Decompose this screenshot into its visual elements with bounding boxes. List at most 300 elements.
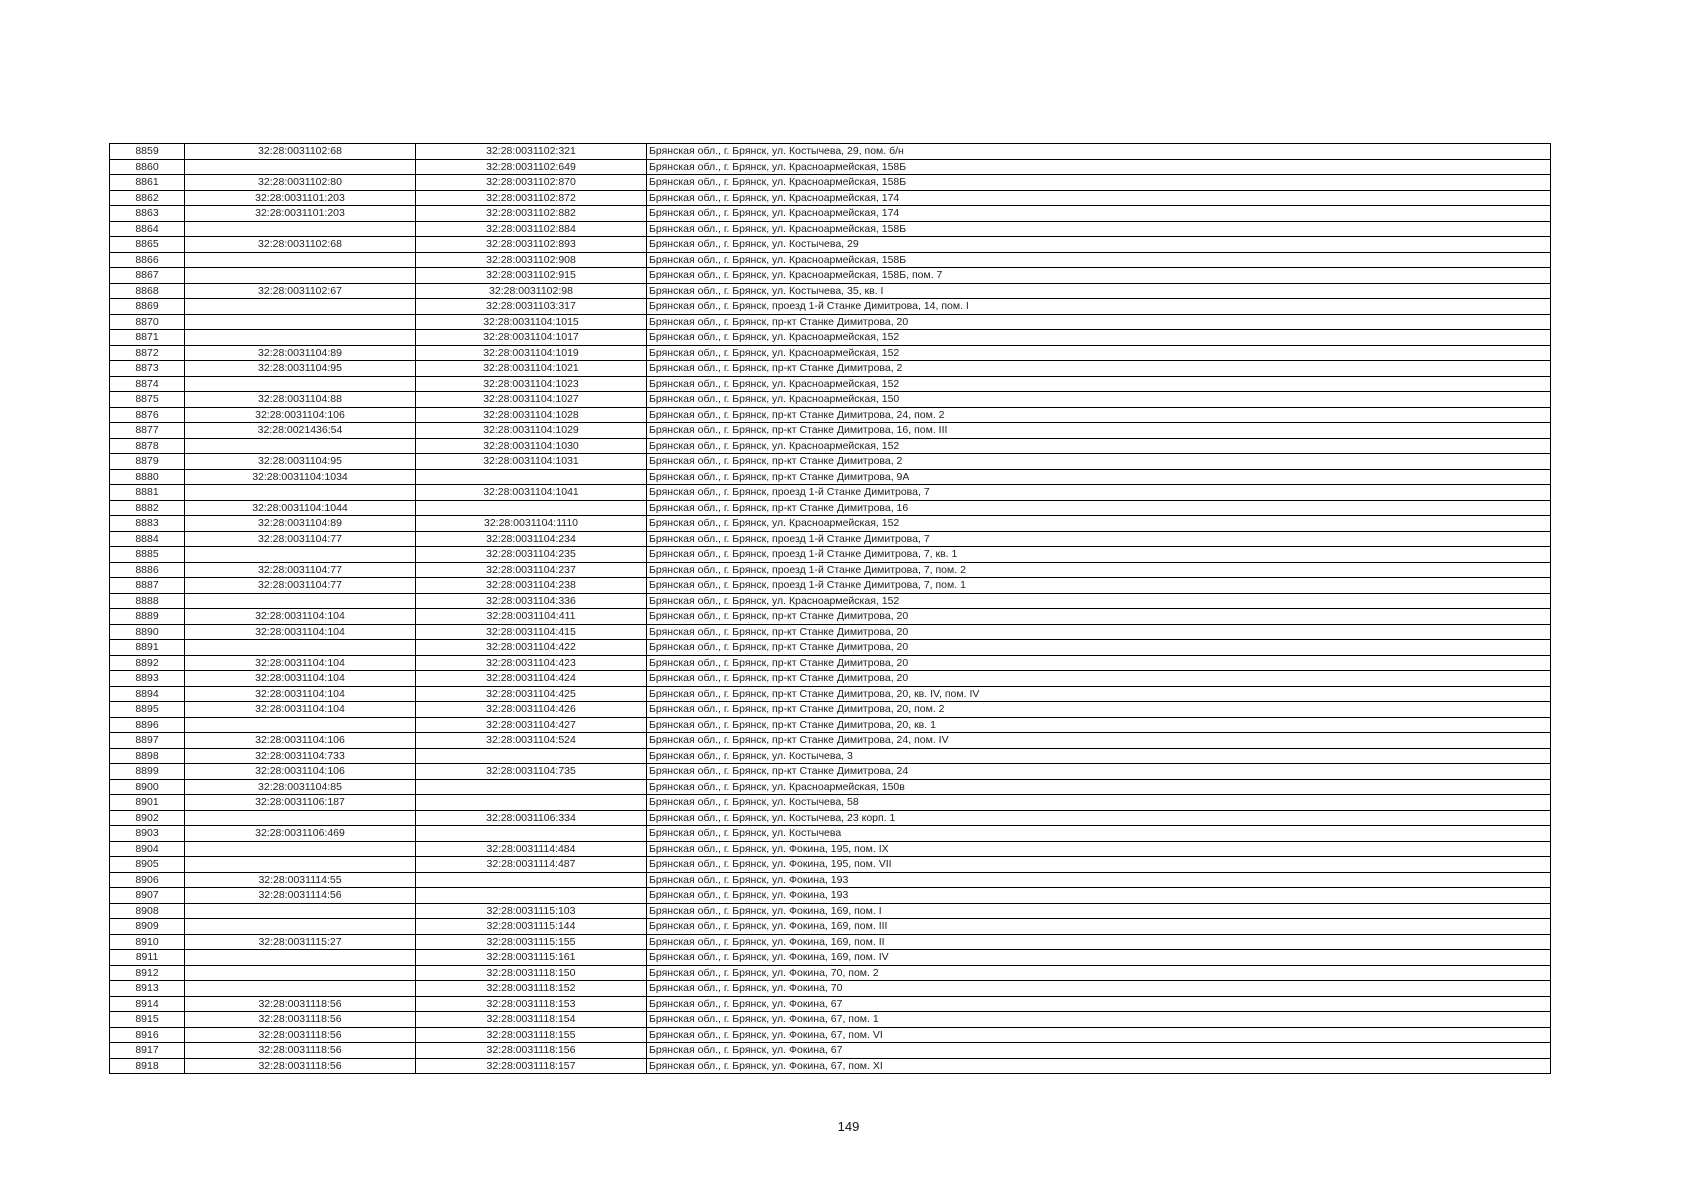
row-number-cell: 8880 <box>110 469 185 485</box>
address-cell: Брянская обл., г. Брянск, ул. Фокина, 70, пом. 2 <box>647 965 1551 981</box>
table-row <box>110 1012 1551 1028</box>
row-number-cell: 8879 <box>110 454 185 470</box>
parent-cadastral-number-cell: 32:28:0031104:89 <box>185 345 416 361</box>
table-row <box>110 1027 1551 1043</box>
table-row <box>110 640 1551 656</box>
table-row <box>110 857 1551 873</box>
address-cell: Брянская обл., г. Брянск, ул. Красноармейская, 152 <box>647 330 1551 346</box>
parent-cadastral-number-cell: 32:28:0031104:88 <box>185 392 416 408</box>
table-row <box>110 175 1551 191</box>
row-number-cell: 8903 <box>110 826 185 842</box>
document-sheet <box>109 143 1550 1074</box>
table-row <box>110 872 1551 888</box>
cadastral-number-cell: 32:28:0031115:155 <box>416 934 647 950</box>
cadastral-number-cell: 32:28:0031104:1015 <box>416 314 647 330</box>
parent-cadastral-number-cell: 32:28:0031102:68 <box>185 144 416 160</box>
cadastral-number-cell: 32:28:0031104:238 <box>416 578 647 594</box>
row-number-cell: 8860 <box>110 159 185 175</box>
cadastral-number-cell: 32:28:0031104:235 <box>416 547 647 563</box>
parent-cadastral-number-cell <box>185 841 416 857</box>
address-cell: Брянская обл., г. Брянск, проезд 1-й Станке Димитрова, 14, пом. I <box>647 299 1551 315</box>
table-row <box>110 578 1551 594</box>
row-number-cell: 8865 <box>110 237 185 253</box>
address-cell: Брянская обл., г. Брянск, пр-кт Станке Димитрова, 20 <box>647 671 1551 687</box>
cadastral-number-cell: 32:28:0031102:870 <box>416 175 647 191</box>
row-number-cell: 8886 <box>110 562 185 578</box>
table-row <box>110 531 1551 547</box>
table-row <box>110 934 1551 950</box>
cadastral-number-cell: 32:28:0031104:1027 <box>416 392 647 408</box>
table-row <box>110 764 1551 780</box>
parent-cadastral-number-cell: 32:28:0031104:106 <box>185 764 416 780</box>
parent-cadastral-number-cell <box>185 330 416 346</box>
address-cell: Брянская обл., г. Брянск, пр-кт Станке Димитрова, 24, пом. IV <box>647 733 1551 749</box>
row-number-cell: 8870 <box>110 314 185 330</box>
row-number-cell: 8904 <box>110 841 185 857</box>
cadastral-number-cell <box>416 872 647 888</box>
cadastral-number-cell <box>416 469 647 485</box>
address-cell: Брянская обл., г. Брянск, пр-кт Станке Димитрова, 20 <box>647 640 1551 656</box>
cadastral-number-cell: 32:28:0031104:735 <box>416 764 647 780</box>
row-number-cell: 8900 <box>110 779 185 795</box>
parent-cadastral-number-cell <box>185 314 416 330</box>
parent-cadastral-number-cell: 32:28:0031104:104 <box>185 655 416 671</box>
parent-cadastral-number-cell: 32:28:0031118:56 <box>185 1027 416 1043</box>
address-cell: Брянская обл., г. Брянск, ул. Красноармейская, 158Б <box>647 175 1551 191</box>
row-number-cell: 8883 <box>110 516 185 532</box>
address-cell: Брянская обл., г. Брянск, ул. Фокина, 193 <box>647 888 1551 904</box>
parent-cadastral-number-cell <box>185 640 416 656</box>
parent-cadastral-number-cell: 32:28:0031104:104 <box>185 609 416 625</box>
address-cell: Брянская обл., г. Брянск, ул. Красноармейская, 174 <box>647 206 1551 222</box>
row-number-cell: 8876 <box>110 407 185 423</box>
address-cell: Брянская обл., г. Брянск, проезд 1-й Станке Димитрова, 7, кв. 1 <box>647 547 1551 563</box>
table-row <box>110 392 1551 408</box>
address-cell: Брянская обл., г. Брянск, пр-кт Станке Димитрова, 20 <box>647 609 1551 625</box>
address-cell: Брянская обл., г. Брянск, ул. Фокина, 67, пом. VI <box>647 1027 1551 1043</box>
parent-cadastral-number-cell: 32:28:0031104:733 <box>185 748 416 764</box>
row-number-cell: 8867 <box>110 268 185 284</box>
parent-cadastral-number-cell: 32:28:0031104:85 <box>185 779 416 795</box>
cadastral-number-cell: 32:28:0031102:884 <box>416 221 647 237</box>
address-cell: Брянская обл., г. Брянск, ул. Красноармейская, 152 <box>647 438 1551 454</box>
parent-cadastral-number-cell: 32:28:0031114:56 <box>185 888 416 904</box>
address-cell: Брянская обл., г. Брянск, ул. Костычева, 23 корп. 1 <box>647 810 1551 826</box>
address-cell: Брянская обл., г. Брянск, ул. Костычева <box>647 826 1551 842</box>
cadastral-number-cell: 32:28:0031104:427 <box>416 717 647 733</box>
parent-cadastral-number-cell: 32:28:0031104:77 <box>185 531 416 547</box>
row-number-cell: 8871 <box>110 330 185 346</box>
cadastral-number-cell <box>416 779 647 795</box>
cadastral-number-cell: 32:28:0031118:153 <box>416 996 647 1012</box>
cadastral-number-cell: 32:28:0031102:908 <box>416 252 647 268</box>
cadastral-number-cell: 32:28:0031118:150 <box>416 965 647 981</box>
parent-cadastral-number-cell: 32:28:0031102:68 <box>185 237 416 253</box>
row-number-cell: 8885 <box>110 547 185 563</box>
row-number-cell: 8874 <box>110 376 185 392</box>
cadastral-number-cell: 32:28:0031115:144 <box>416 919 647 935</box>
row-number-cell: 8890 <box>110 624 185 640</box>
table-row <box>110 624 1551 640</box>
table-row <box>110 485 1551 501</box>
table-row <box>110 965 1551 981</box>
address-cell: Брянская обл., г. Брянск, ул. Красноармейская, 158Б <box>647 221 1551 237</box>
row-number-cell: 8906 <box>110 872 185 888</box>
table-row <box>110 671 1551 687</box>
row-number-cell: 8902 <box>110 810 185 826</box>
address-cell: Брянская обл., г. Брянск, пр-кт Станке Димитрова, 20 <box>647 314 1551 330</box>
table-row <box>110 1058 1551 1074</box>
table-row <box>110 407 1551 423</box>
cadastral-number-cell: 32:28:0031118:156 <box>416 1043 647 1059</box>
parent-cadastral-number-cell: 32:28:0031104:77 <box>185 562 416 578</box>
address-cell: Брянская обл., г. Брянск, пр-кт Станке Димитрова, 16 <box>647 500 1551 516</box>
table-row <box>110 903 1551 919</box>
table-row <box>110 981 1551 997</box>
row-number-cell: 8889 <box>110 609 185 625</box>
address-cell: Брянская обл., г. Брянск, ул. Красноармейская, 174 <box>647 190 1551 206</box>
table-row <box>110 454 1551 470</box>
row-number-cell: 8882 <box>110 500 185 516</box>
parent-cadastral-number-cell <box>185 485 416 501</box>
cadastral-number-cell: 32:28:0031104:1031 <box>416 454 647 470</box>
cadastral-number-cell: 32:28:0031102:872 <box>416 190 647 206</box>
cadastral-number-cell: 32:28:0031104:1030 <box>416 438 647 454</box>
cadastral-number-cell: 32:28:0031102:649 <box>416 159 647 175</box>
address-cell: Брянская обл., г. Брянск, ул. Костычева, 58 <box>647 795 1551 811</box>
address-cell: Брянская обл., г. Брянск, ул. Фокина, 169, пом. III <box>647 919 1551 935</box>
address-cell: Брянская обл., г. Брянск, проезд 1-й Станке Димитрова, 7 <box>647 531 1551 547</box>
cadastral-number-cell: 32:28:0031104:1021 <box>416 361 647 377</box>
row-number-cell: 8881 <box>110 485 185 501</box>
parent-cadastral-number-cell: 32:28:0031118:56 <box>185 996 416 1012</box>
row-number-cell: 8899 <box>110 764 185 780</box>
row-number-cell: 8872 <box>110 345 185 361</box>
parent-cadastral-number-cell: 32:28:0031104:106 <box>185 407 416 423</box>
parent-cadastral-number-cell: 32:28:0031114:55 <box>185 872 416 888</box>
address-cell: Брянская обл., г. Брянск, пр-кт Станке Димитрова, 9А <box>647 469 1551 485</box>
row-number-cell: 8878 <box>110 438 185 454</box>
table-row <box>110 1043 1551 1059</box>
address-cell: Брянская обл., г. Брянск, проезд 1-й Станке Димитрова, 7 <box>647 485 1551 501</box>
parent-cadastral-number-cell: 32:28:0031118:56 <box>185 1043 416 1059</box>
table-row <box>110 516 1551 532</box>
cadastral-number-cell: 32:28:0031115:103 <box>416 903 647 919</box>
address-cell: Брянская обл., г. Брянск, пр-кт Станке Димитрова, 24, пом. 2 <box>647 407 1551 423</box>
parent-cadastral-number-cell: 32:28:0031104:104 <box>185 702 416 718</box>
table-row <box>110 826 1551 842</box>
table-row <box>110 593 1551 609</box>
parent-cadastral-number-cell: 32:28:0031104:106 <box>185 733 416 749</box>
cadastral-number-cell: 32:28:0031104:336 <box>416 593 647 609</box>
parent-cadastral-number-cell: 32:28:0031104:104 <box>185 624 416 640</box>
table-row <box>110 655 1551 671</box>
address-cell: Брянская обл., г. Брянск, ул. Красноармейская, 152 <box>647 376 1551 392</box>
address-cell: Брянская обл., г. Брянск, пр-кт Станке Димитрова, 2 <box>647 454 1551 470</box>
parent-cadastral-number-cell <box>185 299 416 315</box>
table-row <box>110 268 1551 284</box>
table-row <box>110 330 1551 346</box>
address-cell: Брянская обл., г. Брянск, пр-кт Станке Димитрова, 2 <box>647 361 1551 377</box>
cadastral-number-cell: 32:28:0031115:161 <box>416 950 647 966</box>
parent-cadastral-number-cell <box>185 857 416 873</box>
row-number-cell: 8907 <box>110 888 185 904</box>
table-body <box>110 144 1551 1074</box>
table-row <box>110 810 1551 826</box>
parent-cadastral-number-cell <box>185 221 416 237</box>
table-row <box>110 361 1551 377</box>
cadastral-number-cell: 32:28:0031104:424 <box>416 671 647 687</box>
row-number-cell: 8866 <box>110 252 185 268</box>
row-number-cell: 8901 <box>110 795 185 811</box>
cadastral-number-cell: 32:28:0031118:154 <box>416 1012 647 1028</box>
parent-cadastral-number-cell <box>185 268 416 284</box>
table-row <box>110 237 1551 253</box>
cadastral-number-cell: 32:28:0031104:411 <box>416 609 647 625</box>
address-cell: Брянская обл., г. Брянск, пр-кт Станке Димитрова, 20, пом. 2 <box>647 702 1551 718</box>
table-row <box>110 609 1551 625</box>
cadastral-number-cell: 32:28:0031118:152 <box>416 981 647 997</box>
table-row <box>110 469 1551 485</box>
parent-cadastral-number-cell: 32:28:0031104:104 <box>185 686 416 702</box>
table-row <box>110 423 1551 439</box>
address-cell: Брянская обл., г. Брянск, пр-кт Станке Димитрова, 20, кв. 1 <box>647 717 1551 733</box>
table-row <box>110 919 1551 935</box>
parent-cadastral-number-cell: 32:28:0021436:54 <box>185 423 416 439</box>
table-row <box>110 996 1551 1012</box>
cadastral-number-cell: 32:28:0031102:321 <box>416 144 647 160</box>
table-row <box>110 748 1551 764</box>
row-number-cell: 8910 <box>110 934 185 950</box>
address-cell: Брянская обл., г. Брянск, ул. Фокина, 67, пом. 1 <box>647 1012 1551 1028</box>
parent-cadastral-number-cell: 32:28:0031115:27 <box>185 934 416 950</box>
table-row <box>110 299 1551 315</box>
cadastral-number-cell: 32:28:0031104:1023 <box>416 376 647 392</box>
address-cell: Брянская обл., г. Брянск, ул. Красноармейская, 152 <box>647 516 1551 532</box>
parent-cadastral-number-cell <box>185 965 416 981</box>
row-number-cell: 8884 <box>110 531 185 547</box>
parent-cadastral-number-cell <box>185 438 416 454</box>
address-cell: Брянская обл., г. Брянск, ул. Фокина, 70 <box>647 981 1551 997</box>
parent-cadastral-number-cell: 32:28:0031104:1034 <box>185 469 416 485</box>
address-cell: Брянская обл., г. Брянск, ул. Фокина, 169, пом. II <box>647 934 1551 950</box>
cadastral-number-cell: 32:28:0031104:422 <box>416 640 647 656</box>
parent-cadastral-number-cell <box>185 919 416 935</box>
parent-cadastral-number-cell: 32:28:0031102:80 <box>185 175 416 191</box>
table-row <box>110 206 1551 222</box>
table-row <box>110 702 1551 718</box>
address-cell: Брянская обл., г. Брянск, ул. Фокина, 67 <box>647 996 1551 1012</box>
table-row <box>110 547 1551 563</box>
table-row <box>110 950 1551 966</box>
address-cell: Брянская обл., г. Брянск, ул. Красноармейская, 158Б, пом. 7 <box>647 268 1551 284</box>
parent-cadastral-number-cell <box>185 376 416 392</box>
table-row <box>110 283 1551 299</box>
address-cell: Брянская обл., г. Брянск, ул. Костычева, 29, пом. б/н <box>647 144 1551 160</box>
cadastral-number-cell: 32:28:0031114:487 <box>416 857 647 873</box>
cadastral-number-cell: 32:28:0031106:334 <box>416 810 647 826</box>
cadastral-number-cell: 32:28:0031103:317 <box>416 299 647 315</box>
cadastral-number-cell: 32:28:0031102:882 <box>416 206 647 222</box>
address-cell: Брянская обл., г. Брянск, ул. Фокина, 67 <box>647 1043 1551 1059</box>
parent-cadastral-number-cell <box>185 593 416 609</box>
address-cell: Брянская обл., г. Брянск, ул. Красноармейская, 158Б <box>647 252 1551 268</box>
table-row <box>110 888 1551 904</box>
table-row <box>110 144 1551 160</box>
parent-cadastral-number-cell: 32:28:0031106:187 <box>185 795 416 811</box>
address-cell: Брянская обл., г. Брянск, ул. Фокина, 193 <box>647 872 1551 888</box>
cadastral-number-cell: 32:28:0031104:1028 <box>416 407 647 423</box>
cadastral-number-cell: 32:28:0031102:915 <box>416 268 647 284</box>
row-number-cell: 8911 <box>110 950 185 966</box>
cadastral-number-cell: 32:28:0031104:423 <box>416 655 647 671</box>
address-cell: Брянская обл., г. Брянск, ул. Фокина, 169, пом. I <box>647 903 1551 919</box>
table-row <box>110 252 1551 268</box>
cadastral-number-cell: 32:28:0031104:425 <box>416 686 647 702</box>
table-row <box>110 438 1551 454</box>
address-cell: Брянская обл., г. Брянск, ул. Красноармейская, 150 <box>647 392 1551 408</box>
address-cell: Брянская обл., г. Брянск, пр-кт Станке Димитрова, 20 <box>647 624 1551 640</box>
parent-cadastral-number-cell: 32:28:0031101:203 <box>185 206 416 222</box>
address-cell: Брянская обл., г. Брянск, ул. Красноармейская, 150в <box>647 779 1551 795</box>
cadastral-number-cell: 32:28:0031104:426 <box>416 702 647 718</box>
cadastral-number-cell: 32:28:0031104:524 <box>416 733 647 749</box>
table-row <box>110 795 1551 811</box>
cadastral-number-cell: 32:28:0031118:155 <box>416 1027 647 1043</box>
cadastral-number-cell: 32:28:0031104:1110 <box>416 516 647 532</box>
parent-cadastral-number-cell <box>185 717 416 733</box>
address-cell: Брянская обл., г. Брянск, ул. Фокина, 195, пом. VII <box>647 857 1551 873</box>
row-number-cell: 8877 <box>110 423 185 439</box>
cadastral-number-cell: 32:28:0031104:237 <box>416 562 647 578</box>
cadastral-number-cell: 32:28:0031104:1041 <box>416 485 647 501</box>
cadastral-number-cell: 32:28:0031104:234 <box>416 531 647 547</box>
row-number-cell: 8892 <box>110 655 185 671</box>
parent-cadastral-number-cell <box>185 547 416 563</box>
cadastral-number-cell: 32:28:0031104:1017 <box>416 330 647 346</box>
row-number-cell: 8913 <box>110 981 185 997</box>
parent-cadastral-number-cell: 32:28:0031104:89 <box>185 516 416 532</box>
table-row <box>110 779 1551 795</box>
cadastral-number-cell: 32:28:0031104:1029 <box>416 423 647 439</box>
address-cell: Брянская обл., г. Брянск, ул. Костычева, 29 <box>647 237 1551 253</box>
address-cell: Брянская обл., г. Брянск, ул. Костычева, 35, кв. I <box>647 283 1551 299</box>
row-number-cell: 8888 <box>110 593 185 609</box>
row-number-cell: 8898 <box>110 748 185 764</box>
row-number-cell: 8905 <box>110 857 185 873</box>
address-cell: Брянская обл., г. Брянск, ул. Фокина, 195, пом. IX <box>647 841 1551 857</box>
parent-cadastral-number-cell <box>185 810 416 826</box>
address-cell: Брянская обл., г. Брянск, ул. Костычева, 3 <box>647 748 1551 764</box>
parent-cadastral-number-cell: 32:28:0031118:56 <box>185 1012 416 1028</box>
cadastral-number-cell: 32:28:0031118:157 <box>416 1058 647 1074</box>
table-row <box>110 159 1551 175</box>
row-number-cell: 8897 <box>110 733 185 749</box>
address-cell: Брянская обл., г. Брянск, пр-кт Станке Димитрова, 20 <box>647 655 1551 671</box>
parent-cadastral-number-cell: 32:28:0031106:469 <box>185 826 416 842</box>
cadastral-number-cell <box>416 888 647 904</box>
address-cell: Брянская обл., г. Брянск, ул. Красноармейская, 158Б <box>647 159 1551 175</box>
cadastral-number-cell <box>416 826 647 842</box>
table-row <box>110 841 1551 857</box>
row-number-cell: 8863 <box>110 206 185 222</box>
table-row <box>110 562 1551 578</box>
cadastral-number-cell: 32:28:0031102:893 <box>416 237 647 253</box>
address-cell: Брянская обл., г. Брянск, ул. Красноармейская, 152 <box>647 593 1551 609</box>
cadastral-number-cell <box>416 748 647 764</box>
address-cell: Брянская обл., г. Брянск, пр-кт Станке Димитрова, 16, пом. III <box>647 423 1551 439</box>
table-row <box>110 345 1551 361</box>
address-cell: Брянская обл., г. Брянск, пр-кт Станке Димитрова, 20, кв. IV, пом. IV <box>647 686 1551 702</box>
row-number-cell: 8908 <box>110 903 185 919</box>
row-number-cell: 8864 <box>110 221 185 237</box>
cadastral-number-cell: 32:28:0031104:415 <box>416 624 647 640</box>
row-number-cell: 8869 <box>110 299 185 315</box>
address-cell: Брянская обл., г. Брянск, ул. Фокина, 169, пом. IV <box>647 950 1551 966</box>
row-number-cell: 8916 <box>110 1027 185 1043</box>
cadastral-number-cell: 32:28:0031102:98 <box>416 283 647 299</box>
parent-cadastral-number-cell <box>185 903 416 919</box>
address-cell: Брянская обл., г. Брянск, ул. Фокина, 67, пом. XI <box>647 1058 1551 1074</box>
page-number: 149 <box>837 1119 860 1134</box>
row-number-cell: 8894 <box>110 686 185 702</box>
address-cell: Брянская обл., г. Брянск, проезд 1-й Станке Димитрова, 7, пом. 1 <box>647 578 1551 594</box>
row-number-cell: 8912 <box>110 965 185 981</box>
parent-cadastral-number-cell: 32:28:0031104:77 <box>185 578 416 594</box>
table-row <box>110 500 1551 516</box>
row-number-cell: 8918 <box>110 1058 185 1074</box>
row-number-cell: 8896 <box>110 717 185 733</box>
row-number-cell: 8915 <box>110 1012 185 1028</box>
cadastral-number-cell <box>416 795 647 811</box>
parent-cadastral-number-cell: 32:28:0031104:95 <box>185 361 416 377</box>
parent-cadastral-number-cell: 32:28:0031104:1044 <box>185 500 416 516</box>
row-number-cell: 8861 <box>110 175 185 191</box>
parent-cadastral-number-cell <box>185 252 416 268</box>
row-number-cell: 8875 <box>110 392 185 408</box>
table-row <box>110 314 1551 330</box>
table-row <box>110 686 1551 702</box>
table-row <box>110 717 1551 733</box>
row-number-cell: 8859 <box>110 144 185 160</box>
parent-cadastral-number-cell <box>185 159 416 175</box>
parent-cadastral-number-cell: 32:28:0031104:95 <box>185 454 416 470</box>
parent-cadastral-number-cell <box>185 981 416 997</box>
parent-cadastral-number-cell: 32:28:0031101:203 <box>185 190 416 206</box>
address-cell: Брянская обл., г. Брянск, пр-кт Станке Димитрова, 24 <box>647 764 1551 780</box>
row-number-cell: 8891 <box>110 640 185 656</box>
row-number-cell: 8862 <box>110 190 185 206</box>
table-row <box>110 376 1551 392</box>
row-number-cell: 8893 <box>110 671 185 687</box>
row-number-cell: 8868 <box>110 283 185 299</box>
cadastral-number-cell <box>416 500 647 516</box>
parent-cadastral-number-cell <box>185 950 416 966</box>
row-number-cell: 8873 <box>110 361 185 377</box>
property-register-table <box>109 143 1551 1074</box>
row-number-cell: 8887 <box>110 578 185 594</box>
row-number-cell: 8914 <box>110 996 185 1012</box>
table-row <box>110 733 1551 749</box>
address-cell: Брянская обл., г. Брянск, проезд 1-й Станке Димитрова, 7, пом. 2 <box>647 562 1551 578</box>
parent-cadastral-number-cell: 32:28:0031104:104 <box>185 671 416 687</box>
cadastral-number-cell: 32:28:0031114:484 <box>416 841 647 857</box>
row-number-cell: 8917 <box>110 1043 185 1059</box>
table-row <box>110 221 1551 237</box>
row-number-cell: 8909 <box>110 919 185 935</box>
parent-cadastral-number-cell: 32:28:0031118:56 <box>185 1058 416 1074</box>
table-row <box>110 190 1551 206</box>
